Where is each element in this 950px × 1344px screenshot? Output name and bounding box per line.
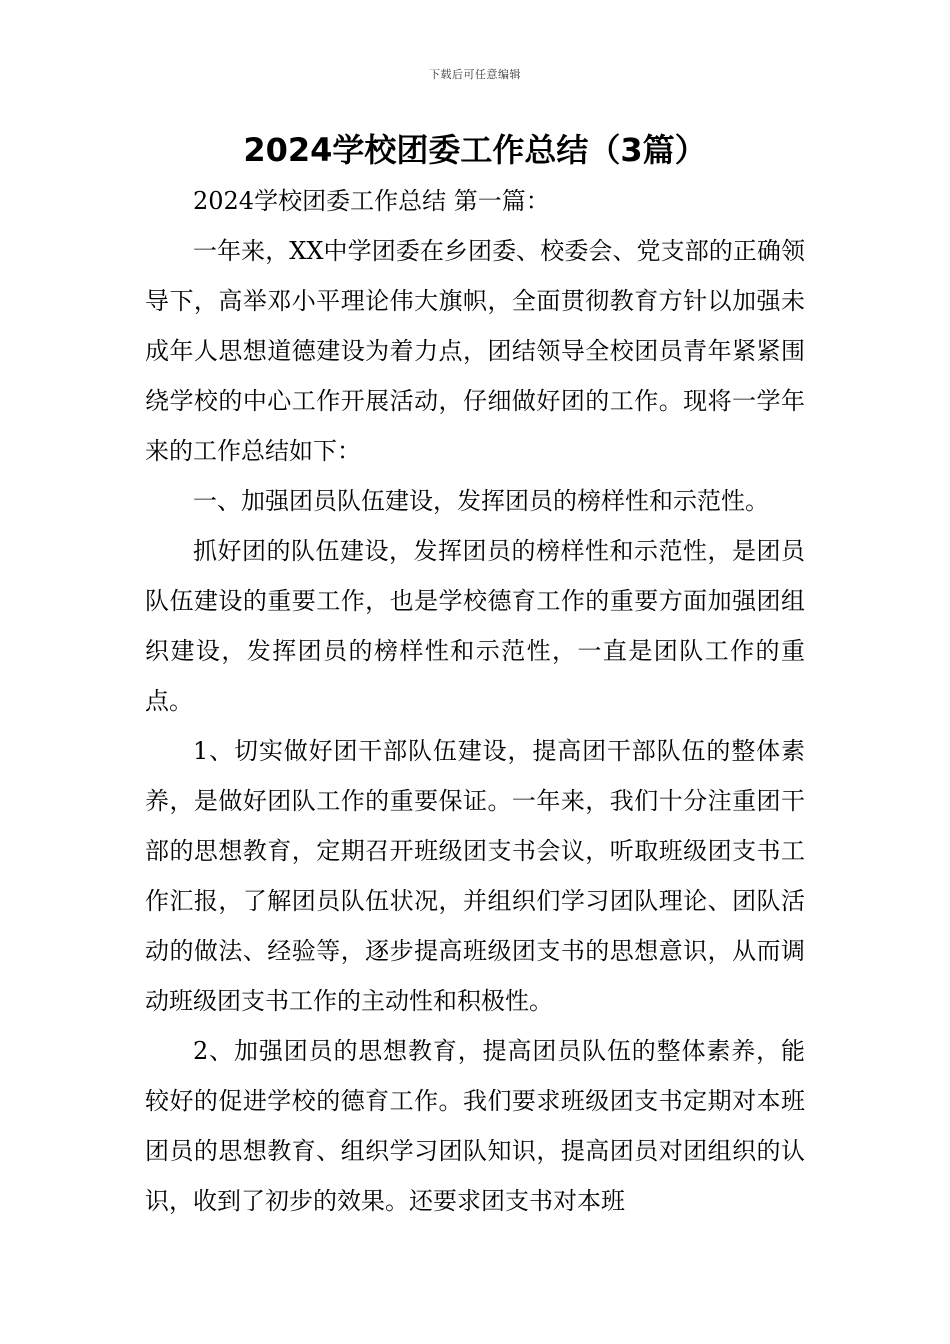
document-title: 2024学校团委工作总结（3篇） — [243, 131, 707, 169]
paragraph: 抓好团的队伍建设，发挥团员的榜样性和示范性，是团员队伍建设的重要工作，也是学校德育工作的重要方面加强团组织建设，发挥团员的榜样性和示范性，一直是团队工作的重点。 — [145, 537, 805, 715]
subsection-heading: 一、加强团员队伍建设，发挥团员的榜样性和示范性。 — [193, 487, 769, 515]
header-note: 下载后可任意编辑 — [429, 68, 521, 81]
paragraph: 1、切实做好团干部队伍建设，提高团干部队伍的整体素养，是做好团队工作的重要保证。一年来，我们十分注重团干部的思想教育，定期召开班级团支书会议，听取班级团支书工作汇报，了解团员队伍状况，并组织们学习团队理论、团队活动的做法、经验等，逐步提高班级团支书的思想意识，从而调动班级团支书工作的主动性和积极性。 — [145, 737, 805, 1015]
paragraph: 一年来，XX中学团委在乡团委、校委会、党支部的正确领导下，高举邓小平理论伟大旗帜，全面贯彻教育方针以加强未成年人思想道德建设为着力点，团结领导全校团员青年紧紧围绕学校的中心工作开展活动，仔细做好团的工作。现将一学年来的工作总结如下： — [145, 237, 805, 465]
section-heading: 2024学校团委工作总结 第一篇： — [193, 187, 550, 215]
paragraph: 2、加强团员的思想教育，提高团员队伍的整体素养，能较好的促进学校的德育工作。我们要求班级团支书定期对本班团员的思想教育、组织学习团队知识，提高团员对团组织的认识，收到了初步的效果。还要求团支书对本班 — [145, 1037, 805, 1215]
document-body — [145, 176, 805, 1226]
